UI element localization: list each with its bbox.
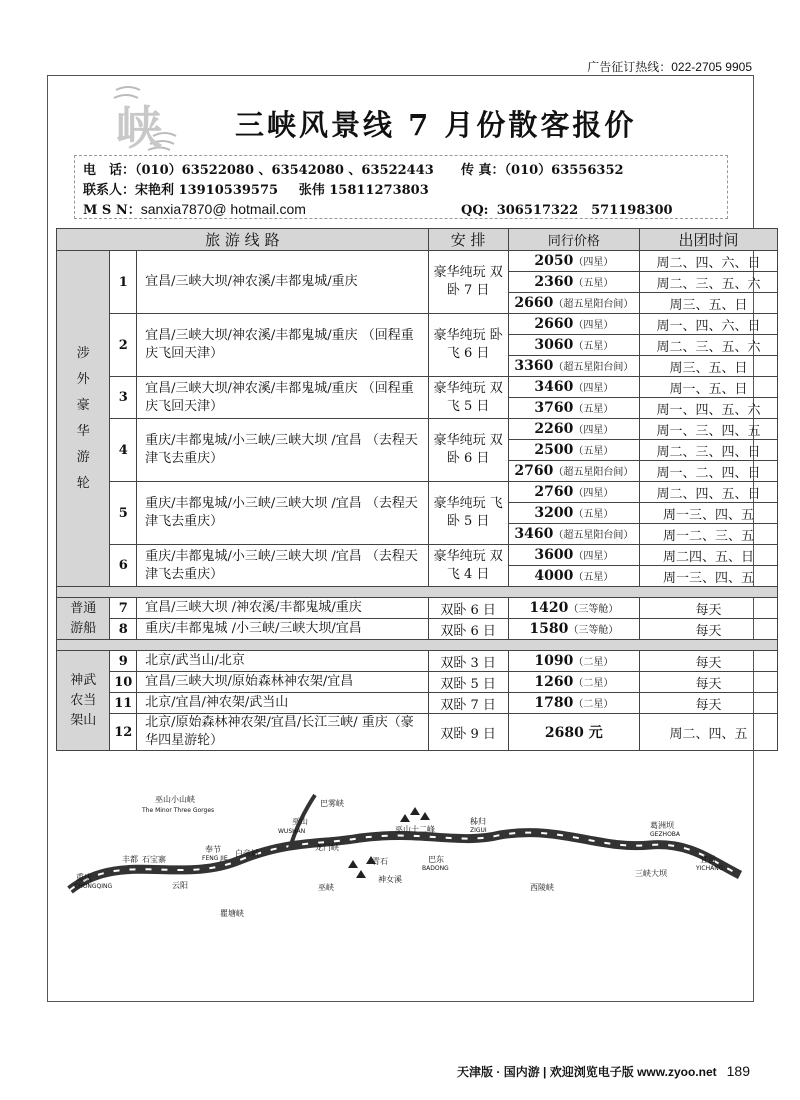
price-value: 3460 [534,379,574,395]
price-cell [508,440,639,461]
depart-days: 周一、三、四、五 [639,419,777,440]
depart-days: 周一、四、六、日 [639,314,777,335]
price-value: 1090 [534,653,574,669]
map-label: 瞿塘峡 [220,909,244,918]
price-note: （四星） [573,425,614,436]
depart-days: 周一二、三、五 [639,524,777,545]
price-cell [508,693,639,714]
msn-label: M S N： [83,203,141,218]
table-row [57,419,778,440]
route-text: 宜昌/三峡大坝 /神农溪/丰都鬼城/重庆 [137,598,429,619]
price-note: （二星） [573,699,614,710]
map-label: 白帝城 [235,849,259,858]
category-mountain: 神武 农当 架山 [57,651,110,751]
footer [457,1063,750,1080]
price-note: （三等舱） [568,604,619,615]
price-note: （四星） [573,551,614,562]
header-route: 旅 游 线 路 [57,229,429,251]
arrangement: 豪华纯玩 双飞 5 日 [428,377,508,419]
category-cruise: 涉 外 豪 华 游 轮 [57,251,110,587]
route-map [60,790,750,935]
price-value: 3200 [534,505,574,521]
price-value: 2680 元 [544,725,603,741]
logo [108,84,178,154]
map-label: 石宝寨 [142,855,166,864]
map-label: The Minor Three Gorges [142,807,215,814]
price-cell [508,503,639,524]
price-cell [508,314,639,335]
arrangement: 双卧 6 日 [428,598,508,619]
depart-days: 周一三、四、五 [639,566,777,587]
price-cell [508,545,639,566]
table-row [57,377,778,398]
depart-days: 周二四、五、日 [639,545,777,566]
route-number: 12 [110,714,137,751]
price-cell [508,651,639,672]
map-labels [74,794,724,918]
map-label: 龙门峡 [315,843,339,852]
table-row [57,651,778,672]
separator [57,640,778,651]
arrangement: 豪华纯玩 双卧 6 日 [428,419,508,482]
route-number: 10 [110,672,137,693]
route-number: 9 [110,651,137,672]
map-label: 秭归 [470,817,486,826]
price-value: 4000 [534,568,574,584]
phone-line [83,159,434,178]
map-label: 三峡大坝 [635,869,667,878]
depart-days: 周二、三、五、六 [639,272,777,293]
depart-days: 周一、五、日 [639,377,777,398]
qq-line [461,199,673,218]
table-row [57,482,778,503]
route-text: 北京/原始森林神农架/宜昌/长江三峡/ 重庆（豪华四星游轮） [137,714,429,751]
fax-label: 传 真： [461,163,505,178]
price-note: （超五星阳台间） [553,467,634,478]
map-label: GEZHOBA [650,831,681,838]
route-text: 重庆/丰都鬼城 /小三峡/三峡大坝/宜昌 [137,619,429,640]
route-text: 重庆/丰都鬼城/小三峡/三峡大坝 /宜昌 （去程天津飞去重庆） [137,419,429,482]
price-value: 2260 [534,421,574,437]
price-note: （四星） [573,383,614,394]
map-label: 巴雾峡 [320,799,344,808]
price-value: 1260 [534,674,574,690]
price-cell [508,377,639,398]
phone-value: （010）63522080 、63542080 、63522443 [135,163,434,178]
price-note: （超五星阳台间） [553,299,634,310]
depart-days: 周一三、四、五 [639,503,777,524]
contact-box [74,155,728,219]
depart-days: 周二、四、五 [639,714,777,751]
depart-days: 每天 [639,619,777,640]
price-value: 1580 [529,621,569,637]
map-label: 葛洲坝 [650,821,674,830]
depart-days: 周一、二、四、日 [639,461,777,482]
price-cell [508,398,639,419]
price-cell [508,619,639,640]
price-cell [508,461,639,482]
price-value: 3460 [514,526,554,542]
arrangement: 双卧 7 日 [428,693,508,714]
price-cell [508,714,639,751]
person-1: 宋艳利 13910539575 [135,183,279,198]
map-label: 巫山十二峰 [395,825,435,834]
route-text: 重庆/丰都鬼城/小三峡/三峡大坝 /宜昌 （去程天津飞去重庆） [137,545,429,587]
price-value: 2360 [534,274,574,290]
separator [57,587,778,598]
depart-days: 每天 [639,598,777,619]
route-number: 6 [110,545,137,587]
route-text: 重庆/丰都鬼城/小三峡/三峡大坝 /宜昌 （去程天津飞去重庆） [137,482,429,545]
route-number: 11 [110,693,137,714]
price-cell [508,251,639,272]
price-note: （三等舱） [568,625,619,636]
category-ordinary: 普通 游船 [57,598,110,640]
table-row [57,693,778,714]
price-cell [508,566,639,587]
price-cell [508,356,639,377]
map-label: 巫峡 [318,883,334,892]
map-label: 巫山小山峡 [155,795,195,804]
route-number: 1 [110,251,137,314]
map-label: 西陵峡 [530,883,554,892]
price-table [56,228,778,751]
map-label: 云阳 [172,881,188,890]
qq-label: QQ: [461,203,489,218]
price-note: （五星） [573,446,614,457]
price-note: （四星） [573,488,614,499]
price-value: 2760 [514,463,554,479]
price-value: 3360 [514,358,554,374]
header-price: 同行价格 [508,229,639,251]
price-note: （超五星阳台间） [553,530,634,541]
msn-line [83,199,306,218]
price-note: （五星） [573,572,614,583]
price-cell [508,335,639,356]
map-label: ZIGUI [470,827,487,834]
msn-value[interactable]: sanxia7870@ hotmail.com [140,201,306,217]
map-label: 重庆 [76,873,92,882]
separator-row [57,640,778,651]
map-label: WUSHAN [278,828,306,835]
route-number: 8 [110,619,137,640]
route-number: 5 [110,482,137,545]
price-cell [508,524,639,545]
fax-line [461,159,624,178]
arrangement: 双卧 6 日 [428,619,508,640]
route-text: 宜昌/三峡大坝/神农溪/丰都鬼城/重庆 [137,251,429,314]
depart-days: 周三、五、日 [639,293,777,314]
table-row [57,672,778,693]
page-title: 三峡风景线 7 月份散客报价 [235,108,637,142]
depart-days: 每天 [639,651,777,672]
table-row [57,598,778,619]
map-label: 奉节 [205,845,221,854]
price-cell [508,293,639,314]
map-label: BADONG [422,865,449,872]
table-row [57,314,778,335]
person-2: 张伟 15811273803 [298,183,429,198]
route-text: 宜昌/三峡大坝/原始森林神农架/宜昌 [137,672,429,693]
price-cell [508,419,639,440]
arrangement: 豪华纯玩 双卧 7 日 [428,251,508,314]
arrangement: 双卧 3 日 [428,651,508,672]
map-label: 青石 [372,857,388,866]
separator-row [57,587,778,598]
price-note: （超五星阳台间） [553,362,634,373]
page-number: 189 [726,1063,750,1079]
price-value: 2660 [514,295,554,311]
price-note: （五星） [573,341,614,352]
route-number: 7 [110,598,137,619]
map-label: 丰都 [122,855,138,864]
price-cell [508,272,639,293]
map-label: 巴东 [428,855,444,864]
arrangement: 豪华纯玩 双飞 4 日 [428,545,508,587]
route-number: 3 [110,377,137,419]
depart-days: 周二、四、五、日 [639,482,777,503]
arrangement: 豪华纯玩 卧飞 6 日 [428,314,508,377]
price-note: （五星） [573,404,614,415]
header-depart: 出团时间 [639,229,777,251]
price-value: 2050 [534,253,574,269]
price-value: 1780 [534,695,574,711]
table-row [57,545,778,566]
price-cell [508,598,639,619]
qq-value: 306517322 571198300 [496,203,673,218]
price-value: 2660 [534,316,574,332]
price-value: 3600 [534,547,574,563]
arrangement: 豪华纯玩 飞卧 5 日 [428,482,508,545]
person-label: 联系人： [83,183,136,198]
map-label: FENG JIE [202,855,228,862]
phone-label: 电 话： [83,163,136,178]
price-cell [508,482,639,503]
price-note: （五星） [573,509,614,520]
map-label: YICHANG [696,865,724,872]
price-value: 3760 [534,400,574,416]
depart-days: 每天 [639,672,777,693]
price-value: 1420 [529,600,569,616]
map-label: CHONGQING [74,883,113,890]
price-note: （二星） [573,657,614,668]
fax-value: （010）63556352 [504,163,624,178]
price-value: 3060 [534,337,574,353]
price-note: （四星） [573,257,614,268]
depart-days: 周一、四、五、六 [639,398,777,419]
table-row [57,251,778,272]
depart-days: 周二、三、五、六 [639,335,777,356]
route-number: 2 [110,314,137,377]
price-note: （四星） [573,320,614,331]
price-cell [508,672,639,693]
arrangement: 双卧 5 日 [428,672,508,693]
person-line [83,179,429,198]
price-table-body [57,251,778,751]
table-row [57,619,778,640]
yangtze-river [70,833,740,890]
price-value: 2500 [534,442,574,458]
depart-days: 周二、三、四、日 [639,440,777,461]
route-number: 4 [110,419,137,482]
table-row [57,714,778,751]
route-text: 宜昌/三峡大坝/神农溪/丰都鬼城/重庆 （回程重庆飞回天津） [137,377,429,419]
route-text: 北京/宜昌/神农架/武当山 [137,693,429,714]
depart-days: 每天 [639,693,777,714]
depart-days: 周三、五、日 [639,356,777,377]
footer-text: 天津版 · 国内游 | 欢迎浏览电子版 www.zyoo.net [457,1065,717,1079]
map-label: 宜昌 [700,855,716,864]
map-label: 巫山 [292,817,308,826]
route-text: 宜昌/三峡大坝/神农溪/丰都鬼城/重庆 （回程重庆飞回天津） [137,314,429,377]
price-value: 2760 [534,484,574,500]
price-note: （二星） [573,678,614,689]
price-note: （五星） [573,278,614,289]
arrangement: 双卧 9 日 [428,714,508,751]
logo-char: 峡 [116,101,162,155]
depart-days: 周二、四、六、日 [639,251,777,272]
map-label: 神女溪 [378,875,402,884]
route-text: 北京/武当山/北京 [137,651,429,672]
ad-hotline: 广告征订热线：022-2705 9905 [587,60,752,74]
header-arrange: 安 排 [428,229,508,251]
